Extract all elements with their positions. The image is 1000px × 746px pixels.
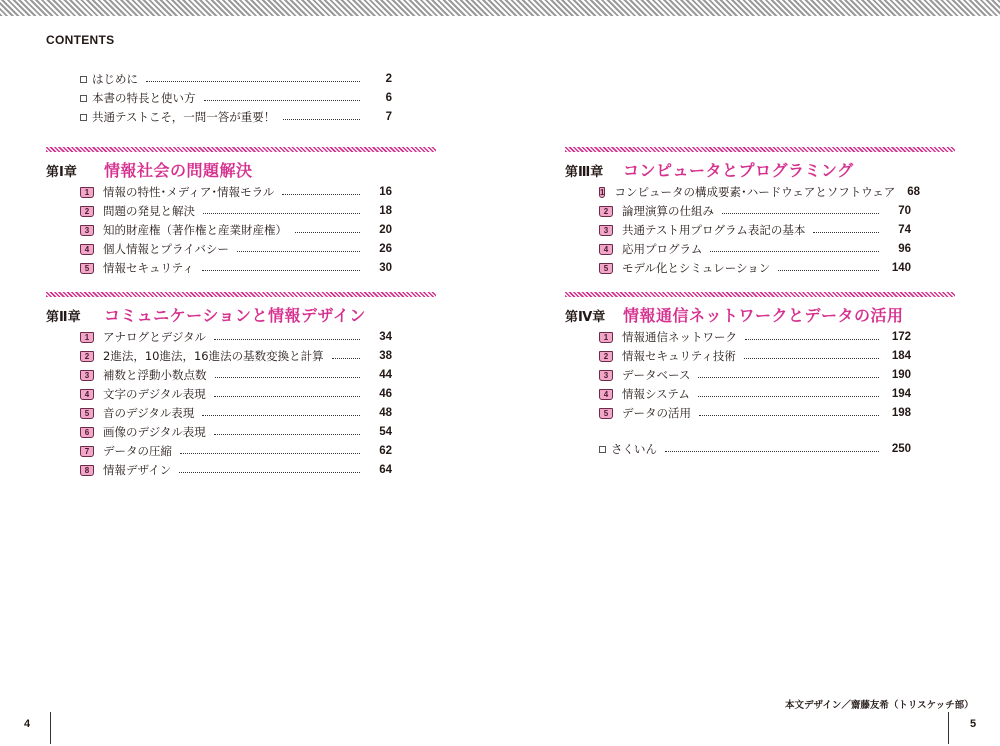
leader-dots [214, 434, 360, 435]
entry-page: 2 [385, 73, 392, 85]
toc-section-entry[interactable] [599, 240, 911, 258]
entry-label: 本書の特長と使い方 [92, 91, 196, 105]
chapter-title: コンピュータとプログラミング [623, 161, 854, 180]
entry-page: 96 [898, 243, 911, 255]
leader-dots [282, 194, 360, 195]
leader-dots [722, 213, 879, 214]
entry-page: 44 [379, 369, 392, 381]
leader-dots [295, 232, 360, 233]
toc-section-entry[interactable] [599, 366, 911, 384]
leader-dots [283, 119, 360, 120]
leader-dots [203, 213, 360, 214]
leader-dots [202, 415, 360, 416]
toc-section-entry[interactable] [80, 328, 392, 346]
toc-section-entry[interactable] [80, 202, 392, 220]
entry-label: 補数と浮動小数点数 [103, 368, 207, 382]
entry-label: 文字のデジタル表現 [103, 387, 206, 401]
entry-label: 情報の特性･メディア･情報モラル [103, 185, 275, 199]
folio-divider [948, 712, 949, 744]
entry-label: 問題の発見と解決 [103, 204, 195, 218]
chapter-title: 情報社会の問題解決 [104, 161, 253, 180]
leader-dots [214, 339, 360, 340]
entry-label: 音のデジタル表現 [103, 406, 195, 420]
leader-dots [698, 396, 879, 397]
entry-page: 38 [379, 350, 392, 362]
leader-dots [698, 377, 879, 378]
entry-page: 62 [379, 445, 392, 457]
entry-page: 172 [891, 331, 911, 343]
leader-dots [204, 100, 361, 101]
entry-page: 70 [898, 205, 911, 217]
leader-dots [214, 396, 360, 397]
toc-section-entry[interactable] [599, 259, 911, 277]
entry-page: 54 [379, 426, 392, 438]
toc-section-entry[interactable] [80, 259, 392, 277]
toc-section-entry[interactable] [80, 385, 392, 403]
entry-page: 250 [891, 443, 911, 455]
section-number-badge-icon: 5 [80, 263, 94, 274]
section-number-badge-icon: 1 [80, 332, 94, 343]
page-number-right: 5 [970, 718, 977, 730]
folio-divider [50, 712, 51, 744]
entry-label: 情報セキュリティ技術 [622, 349, 736, 363]
checkbox-icon [599, 446, 606, 453]
chapter-number: 第Ⅰ章 [46, 165, 77, 180]
section-number-badge-icon: 4 [80, 244, 94, 255]
section-number-badge-icon: 3 [80, 370, 94, 381]
leader-dots [179, 472, 360, 473]
entry-label: 情報デザイン [103, 463, 172, 477]
checkbox-icon [80, 114, 87, 121]
chapter-stripe [565, 147, 955, 152]
entry-label: 論理演算の仕組み [622, 204, 714, 218]
chapter-heading-1[interactable] [46, 158, 253, 181]
toc-section-entry[interactable] [599, 221, 911, 239]
entry-label: 情報システム [622, 387, 690, 401]
toc-section-entry[interactable] [599, 183, 921, 201]
toc-section-entry[interactable] [599, 328, 911, 346]
entry-page: 190 [891, 369, 911, 381]
leader-dots [146, 81, 360, 82]
entry-page: 16 [379, 186, 392, 198]
toc-entry-importance[interactable] [80, 108, 392, 126]
section-number-badge-icon: 5 [80, 408, 94, 419]
chapter-heading-4[interactable] [565, 303, 904, 326]
entry-label: はじめに [92, 72, 138, 86]
entry-page: 30 [379, 262, 392, 274]
section-number-badge-icon: 2 [599, 351, 613, 362]
leader-dots [332, 358, 360, 359]
entry-page: 198 [891, 407, 911, 419]
entry-page: 34 [379, 331, 392, 343]
entry-page: 20 [379, 224, 392, 236]
toc-entry-intro[interactable] [80, 70, 392, 88]
entry-label: データの圧縮 [103, 444, 172, 458]
checkbox-icon [80, 95, 87, 102]
toc-section-entry[interactable] [80, 404, 392, 422]
section-number-badge-icon: 4 [599, 389, 613, 400]
leader-dots [745, 339, 879, 340]
section-number-badge-icon: 3 [599, 225, 613, 236]
toc-entry-features[interactable] [80, 89, 392, 107]
section-number-badge-icon: 2 [599, 206, 613, 217]
toc-section-entry[interactable] [80, 240, 392, 258]
section-number-badge-icon: 1 [600, 187, 605, 197]
toc-section-entry[interactable] [80, 461, 392, 479]
section-number-badge-icon: 3 [80, 225, 94, 236]
entry-label: 応用プログラム [622, 242, 703, 256]
section-number-badge-icon: 5 [599, 408, 613, 419]
section-number-badge-icon: 2 [80, 351, 94, 362]
section-number-badge-icon: 5 [599, 263, 613, 274]
chapter-stripe [46, 292, 436, 297]
entry-label: 知的財産権（著作権と産業財産権） [103, 223, 287, 237]
chapter-stripe [565, 292, 955, 297]
leader-dots [778, 270, 879, 271]
section-number-badge-icon: 7 [80, 446, 94, 457]
entry-page: 6 [385, 92, 392, 104]
entry-page: 74 [898, 224, 911, 236]
entry-page: 140 [891, 262, 911, 274]
entry-label: 共通テスト用プログラム表記の基本 [622, 223, 806, 237]
section-number-badge-icon: 4 [80, 389, 94, 400]
leader-dots [237, 251, 360, 252]
toc-section-entry[interactable] [80, 366, 392, 384]
entry-label: 情報セキュリティ [103, 261, 194, 275]
entry-label: コンピュータの構成要素･ハードウェアとソフトウェア [614, 185, 896, 199]
entry-label: モデル化とシミュレーション [622, 261, 771, 275]
section-number-badge-icon: 8 [80, 465, 94, 476]
entry-label: データベース [622, 368, 691, 382]
page-number-left: 4 [24, 718, 31, 730]
entry-label: 個人情報とプライバシー [103, 242, 229, 256]
checkbox-icon [80, 76, 87, 83]
toc-section-entry[interactable] [80, 442, 392, 460]
toc-entry-index[interactable] [599, 440, 911, 458]
entry-label: 画像のデジタル表現 [103, 425, 206, 439]
entry-page: 64 [379, 464, 392, 476]
chapter-title: 情報通信ネットワークとデータの活用 [623, 306, 904, 325]
toc-section-entry[interactable] [80, 347, 392, 365]
chapter-heading-3[interactable] [565, 158, 854, 181]
top-stripe-decoration [0, 0, 1000, 16]
leader-dots [744, 358, 879, 359]
toc-section-entry[interactable] [80, 183, 392, 201]
section-number-badge-icon: 3 [599, 370, 613, 381]
section-number-badge-icon: 1 [599, 332, 613, 343]
section-number-badge-icon: 2 [80, 206, 94, 217]
leader-dots [665, 451, 879, 452]
entry-label: データの活用 [622, 406, 691, 420]
design-credit: 本文デザイン／齋藤友希（トリスケッチ部） [785, 700, 974, 711]
chapter-stripe [46, 147, 436, 152]
toc-section-entry[interactable] [599, 404, 911, 422]
leader-dots [710, 251, 879, 252]
entry-page: 18 [379, 205, 392, 217]
entry-label: アナログとデジタル [103, 330, 207, 344]
entry-page: 194 [891, 388, 911, 400]
entry-page: 48 [379, 407, 392, 419]
toc-section-entry[interactable] [599, 202, 911, 220]
entry-page: 68 [907, 186, 921, 198]
chapter-title: コミュニケーションと情報デザイン [104, 306, 366, 325]
page-title: CONTENTS [46, 33, 115, 47]
entry-label: 2進法，10進法，16進法の基数変換と計算 [103, 349, 324, 363]
chapter-number: 第Ⅳ章 [565, 310, 606, 325]
entry-page: 7 [385, 111, 392, 123]
chapter-number: 第Ⅱ章 [46, 310, 81, 325]
entry-page: 184 [891, 350, 911, 362]
chapter-heading-2[interactable] [46, 303, 366, 326]
chapter-number: 第Ⅲ章 [565, 165, 604, 180]
leader-dots [813, 232, 879, 233]
entry-label: 情報通信ネットワーク [622, 330, 737, 344]
section-number-badge-icon: 6 [80, 427, 94, 438]
section-number-badge-icon: 4 [599, 244, 613, 255]
leader-dots [180, 453, 360, 454]
entry-label: さくいん [611, 442, 657, 456]
toc-section-entry[interactable] [80, 423, 392, 441]
leader-dots [699, 415, 879, 416]
entry-page: 46 [379, 388, 392, 400]
leader-dots [202, 270, 360, 271]
entry-page: 26 [379, 243, 392, 255]
toc-section-entry[interactable] [80, 221, 392, 239]
toc-section-entry[interactable] [599, 385, 911, 403]
leader-dots [215, 377, 361, 378]
section-number-badge-icon: 1 [80, 187, 94, 198]
toc-section-entry[interactable] [599, 347, 911, 365]
entry-label: 共通テストこそ，一問一答が重要！ [92, 110, 276, 124]
